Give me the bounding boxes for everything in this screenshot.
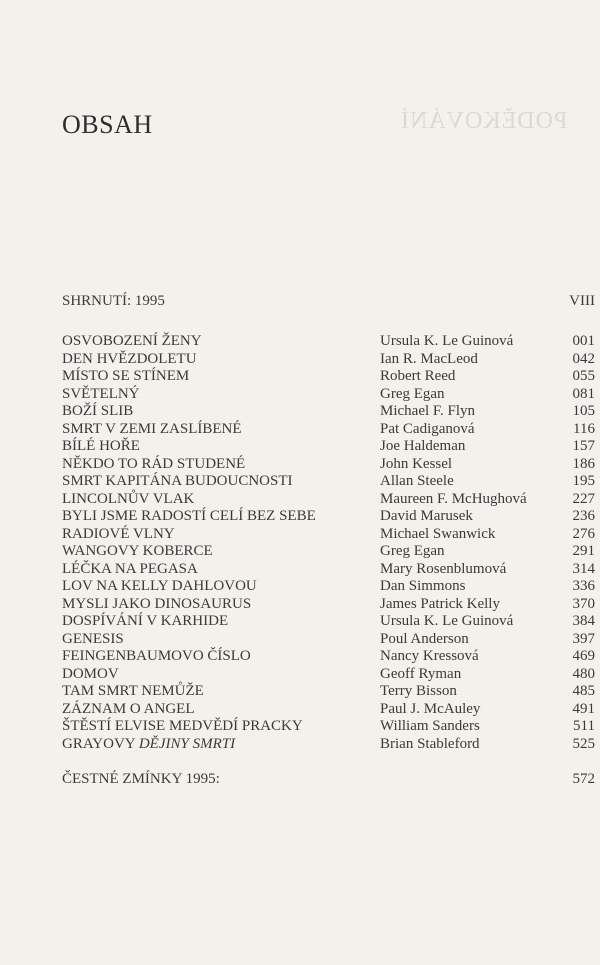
- entry-title-text: WANGOVY KOBERCE: [62, 543, 213, 559]
- entry-title: [62, 350, 197, 368]
- entry-page: 157: [572, 438, 595, 454]
- entry-author: Paul J. McAuley: [380, 700, 481, 717]
- entry-page: 116: [573, 420, 595, 437]
- entry-title: [62, 402, 133, 420]
- entry-page: 186: [572, 455, 595, 472]
- entry-author: Ursula K. Le Guinová: [380, 613, 514, 629]
- entry-title: [62, 577, 257, 595]
- entry-title: [62, 735, 235, 753]
- toc-entry[interactable]: [62, 332, 595, 350]
- toc-entry[interactable]: [62, 472, 595, 490]
- entry-title: [62, 700, 195, 718]
- toc-entry[interactable]: [62, 455, 595, 473]
- toc-entry[interactable]: [62, 630, 595, 648]
- entry-title-text: TAM SMRT NEMŮŽE: [62, 683, 204, 699]
- entry-author: Geoff Ryman: [380, 665, 462, 682]
- entry-title-text: GENESIS: [62, 630, 124, 647]
- entry-title-text: DOSPÍVÁNÍ V KARHIDE: [62, 613, 229, 629]
- entry-title-italic: DĚJINY SMRTI: [138, 735, 236, 752]
- entry-title: [62, 595, 251, 613]
- entry-page: 236: [572, 508, 595, 524]
- entry-page: 055: [572, 368, 595, 384]
- toc-entry[interactable]: [62, 367, 595, 385]
- entry-title-text: SMRT V ZEMI ZASLÍBENÉ: [62, 420, 242, 437]
- entry-page: 276: [572, 525, 595, 542]
- entry-title: SHRNUTÍ: 1995: [62, 293, 165, 309]
- toc-entry[interactable]: [62, 665, 595, 683]
- entry-author: Dan Simmons: [380, 578, 466, 594]
- entry-title: [62, 490, 194, 508]
- entry-title-text: FEINGENBAUMOVO ČÍSLO: [62, 648, 251, 664]
- entry-page: 370: [572, 595, 595, 612]
- toc-entry[interactable]: [62, 402, 595, 420]
- toc-entry[interactable]: [62, 595, 595, 613]
- entry-author: Pat Cadiganová: [380, 420, 475, 437]
- entry-title: [62, 332, 202, 350]
- toc-entry[interactable]: [62, 507, 595, 525]
- entry-title-text: LÉČKA NA PEGASA: [62, 560, 198, 577]
- entry-title-text: SVĚTELNÝ: [62, 385, 140, 402]
- entry-title: [62, 385, 140, 403]
- entry-title-text: BYLI JSME RADOSTÍ CELÍ BEZ SEBE: [62, 508, 316, 524]
- entry-page: 227: [572, 490, 595, 507]
- toc-entry[interactable]: [62, 717, 595, 735]
- toc-entry[interactable]: [62, 700, 595, 718]
- toc-entry[interactable]: [62, 420, 595, 438]
- entry-page: 397: [572, 630, 595, 647]
- entry-title: [62, 525, 175, 543]
- entry-title-text: DEN HVĚZDOLETU: [62, 350, 197, 367]
- entry-author: Ursula K. Le Guinová: [380, 333, 514, 349]
- entry-title: [62, 630, 124, 648]
- toc-entry[interactable]: [62, 647, 595, 665]
- entry-page: 525: [572, 735, 595, 752]
- toc-entry[interactable]: [62, 735, 595, 753]
- toc-entry[interactable]: [62, 525, 595, 543]
- entry-title-text: DOMOV: [62, 665, 119, 682]
- toc-entry[interactable]: [62, 437, 595, 455]
- entry-title-text: MÍSTO SE STÍNEM: [62, 368, 190, 384]
- toc-entry[interactable]: [62, 542, 595, 560]
- toc-entry[interactable]: [62, 612, 595, 630]
- entry-title: [62, 507, 316, 525]
- entry-page: 480: [572, 665, 595, 682]
- entry-page: 384: [572, 613, 595, 629]
- entry-title-text: GRAYOVY: [62, 735, 139, 752]
- entry-author: Maureen F. McHughová: [380, 490, 527, 507]
- entry-author: Robert Reed: [380, 368, 456, 384]
- entry-page: 572: [572, 771, 595, 787]
- entry-title: [62, 665, 119, 683]
- entry-title: [62, 682, 204, 700]
- entry-title: ČESTNÉ ZMÍNKY 1995:: [62, 771, 220, 787]
- entry-page: 336: [572, 578, 595, 594]
- entry-title: [62, 542, 213, 560]
- entry-title-text: LINCOLNŮV VLAK: [62, 490, 195, 507]
- entry-title: [62, 647, 251, 665]
- toc-entry[interactable]: [62, 385, 595, 403]
- entry-title-text: BOŽÍ SLIB: [62, 403, 134, 419]
- toc-entry[interactable]: [62, 560, 595, 578]
- entry-author: Greg Egan: [380, 385, 445, 402]
- entry-author: James Patrick Kelly: [380, 595, 500, 612]
- entry-page: 195: [572, 473, 595, 489]
- entry-author: Nancy Kressová: [380, 648, 479, 664]
- entry-title-text: NĚKDO TO RÁD STUDENÉ: [62, 455, 246, 472]
- entry-author: Michael F. Flyn: [380, 403, 476, 419]
- toc-entry[interactable]: [62, 490, 595, 508]
- toc-entry[interactable]: [62, 350, 595, 368]
- entry-author: Poul Anderson: [380, 630, 469, 647]
- entry-page: VIII: [569, 293, 595, 309]
- entry-title-text: MYSLI JAKO DINOSAURUS: [62, 595, 252, 612]
- entry-page: 469: [572, 648, 595, 664]
- entry-author: Mary Rosenblumová: [380, 560, 507, 577]
- entry-title-text: ŠTĚSTÍ ELVISE MEDVĚDÍ PRACKY: [62, 718, 303, 734]
- toc-entry[interactable]: [62, 577, 595, 595]
- page-title: OBSAH: [62, 110, 153, 139]
- entry-title-text: LOV NA KELLY DAHLOVOU: [62, 578, 257, 594]
- entry-author: Michael Swanwick: [380, 525, 496, 542]
- entry-author: Allan Steele: [380, 473, 454, 489]
- entry-title: [62, 420, 242, 438]
- entry-author: Brian Stableford: [380, 735, 480, 752]
- entry-title: [62, 472, 293, 490]
- entry-title: [62, 437, 140, 455]
- entry-author: Ian R. MacLeod: [380, 350, 478, 367]
- entry-author: Joe Haldeman: [380, 438, 466, 454]
- entry-page: 511: [573, 718, 595, 734]
- entry-title-text: RADIOVÉ VLNY: [62, 525, 175, 542]
- entry-title-text: ZÁZNAM O ANGEL: [62, 700, 195, 717]
- entry-author: David Marusek: [380, 508, 473, 524]
- entry-title-text: SMRT KAPITÁNA BUDOUCNOSTI: [62, 473, 293, 489]
- entry-title: [62, 612, 228, 630]
- entry-page: 485: [572, 683, 595, 699]
- summary-row[interactable]: [62, 292, 595, 310]
- entry-title: [62, 717, 303, 735]
- entry-author: William Sanders: [380, 718, 480, 734]
- entry-page: 081: [572, 385, 595, 402]
- toc-entry[interactable]: [62, 682, 595, 700]
- entry-page: 314: [572, 560, 595, 577]
- entry-author: Greg Egan: [380, 543, 445, 559]
- entry-page: 042: [572, 350, 595, 367]
- entry-title: [62, 367, 189, 385]
- entry-author: John Kessel: [380, 455, 453, 472]
- entry-page: 001: [572, 333, 595, 349]
- entry-author: Terry Bisson: [380, 683, 457, 699]
- entry-title: [62, 455, 245, 473]
- entry-page: 291: [572, 543, 595, 559]
- bleed-through-text: PODĚKOVÁNÍ: [400, 108, 568, 134]
- entry-page: 105: [572, 403, 595, 419]
- entry-page: 491: [572, 700, 595, 717]
- entry-title: [62, 560, 198, 578]
- entry-title-text: BÍLÉ HOŘE: [62, 438, 140, 454]
- honorable-mentions-row[interactable]: [62, 770, 595, 788]
- entry-title-text: OSVOBOZENÍ ŽENY: [62, 333, 202, 349]
